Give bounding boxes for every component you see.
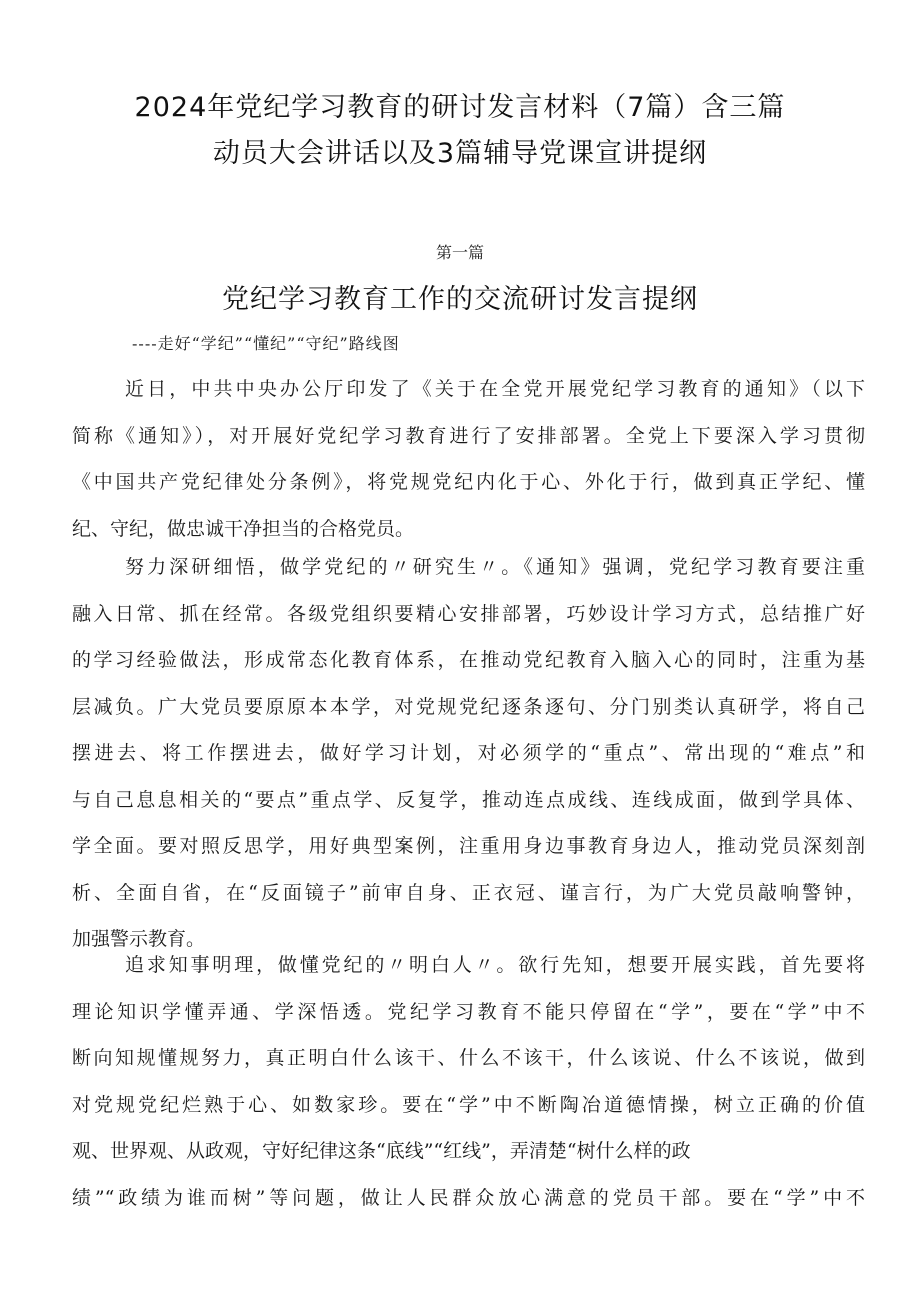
paragraph-line: 摆进去、将工作摆进去，做好学习计划，对必须学的“重点”、常出现的“难点”和 <box>72 742 865 764</box>
paragraph-line: 纪、守纪，做忠诚干净担当的合格党员。 <box>72 517 415 540</box>
paragraph-line: 努力深研细悟，做学党纪的〃研究生〃。《通知》强调，党纪学习教育要注重 <box>125 556 865 578</box>
document-title-line-1: 2024年党纪学习教育的研讨发言材料（7篇）含三篇 <box>134 92 786 123</box>
section-title: 党纪学习教育工作的交流研讨发言提纲 <box>222 284 698 315</box>
paragraph-3 <box>72 942 865 1221</box>
paragraph-line: 绩”“政绩为谁而树”等问题，做让人民群众放心满意的党员干部。要在“学”中不 <box>72 1186 865 1209</box>
paragraph-line: 对党规党纪烂熟于心、如数家珍。要在“学”中不断陶冶道德情操，树立正确的价值 <box>72 1093 865 1116</box>
paragraph-line: 析、全面自省，在“反面镜子”前审自身、正衣冠、谨言行，为广大党员敲响警钟， <box>72 881 865 904</box>
paragraph-line: 加强警示教育。 <box>72 928 206 950</box>
paragraph-line: 融入日常、抓在经常。各级党组织要精心安排部署，巧妙设计学习方式，总结推广好 <box>72 602 865 625</box>
section-subtitle: ----走好“学纪”“懂纪”“守纪”路线图 <box>132 334 400 353</box>
paragraph-1 <box>72 366 865 552</box>
paragraph-line: 断向知规懂规努力，真正明白什么该干、什么不该干，什么该说、什么不该说，做到 <box>72 1047 865 1069</box>
paragraph-line: 学全面。要对照反思学，用好典型案例，注重用身边事教育身边人，推动党员深刻剖 <box>72 835 865 857</box>
paragraph-line: 理论知识学懂弄通、学深悟透。党纪学习教育不能只停留在“学”，要在“学”中不 <box>72 1000 865 1023</box>
paragraph-line: 简称《通知》），对开展好党纪学习教育进行了安排部署。全党上下要深入学习贯彻 <box>72 424 865 447</box>
paragraph-line: 观、世界观、从政观，守好纪律这条“底线”“红线”，弄清楚“树什么样的政 <box>72 1140 691 1162</box>
paragraph-2 <box>72 544 865 963</box>
document-title-line-2: 动员大会讲话以及3篇辅导党课宣讲提纲 <box>212 138 708 169</box>
paragraph-line: 追求知事明理，做懂党纪的〃明白人〃。欲行先知，想要开展实践，首先要将 <box>125 954 865 976</box>
paragraph-line: 《中国共产党纪律处分条例》，将党规党纪内化于心、外化于行，做到真正学纪、懂 <box>72 471 865 493</box>
paragraph-line: 与自己息息相关的“要点”重点学、反复学，推动连点成线、连线成面，做到学具体、 <box>72 788 865 811</box>
paragraph-line: 的学习经验做法，形成常态化教育体系，在推动党纪教育入脑入心的同时，注重为基 <box>72 649 865 671</box>
paragraph-line: 近日，中共中央办公厅印发了《关于在全党开展党纪学习教育的通知》（以下 <box>125 378 865 400</box>
section-label: 第一篇 <box>435 243 484 262</box>
paragraph-line: 层减负。广大党员要原原本本学，对党规党纪逐条逐句、分门别类认真研学，将自己 <box>72 695 865 718</box>
